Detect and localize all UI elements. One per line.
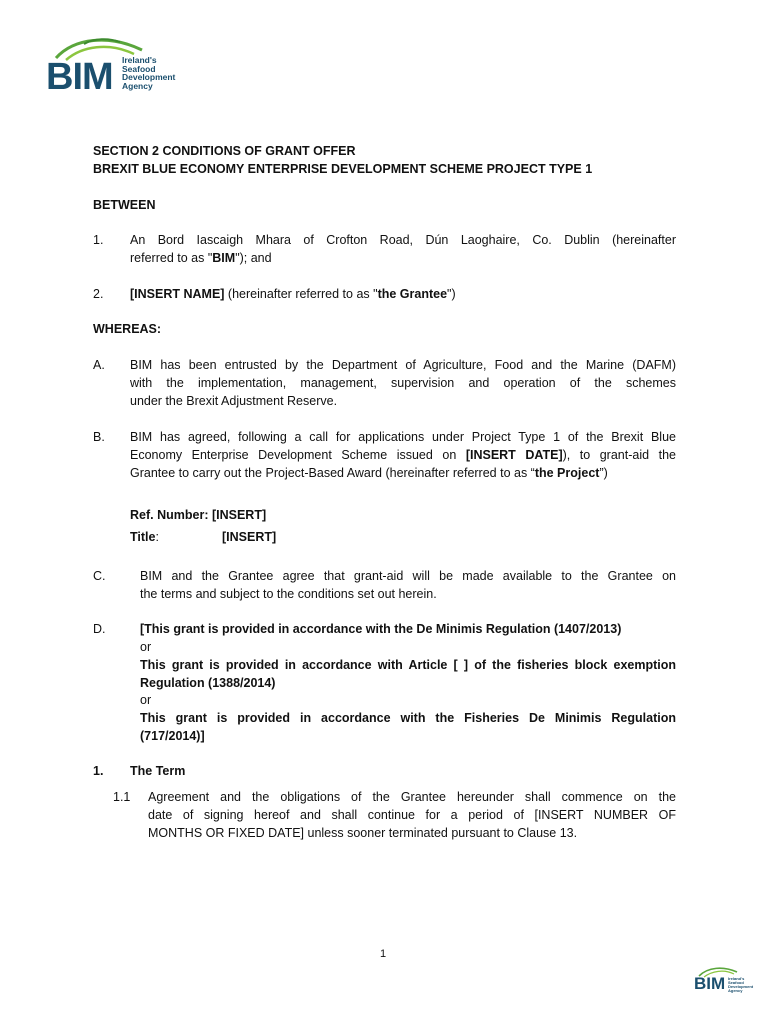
party-1-line-1: An Bord Iascaigh Mhara of Crofton Road, Dún Laoghaire, Co. Dublin (hereinafter — [130, 233, 676, 247]
clause-1-number: 1. — [93, 764, 104, 778]
clause-1-1-line-3: MONTHS OR FIXED DATE] unless sooner terminated pursuant to Clause 13. — [148, 826, 578, 840]
recital-d-line-2: This grant is provided in accordance with Article [ ] of the fisheries block exemption — [140, 658, 676, 672]
clause-1-1-line-1: Agreement and the obligations of the Grantee hereunder shall commence on the — [148, 790, 676, 804]
title-value: [INSERT] — [222, 530, 277, 544]
section-title: SECTION 2 CONDITIONS OF GRANT OFFER — [93, 144, 356, 158]
whereas-heading: WHEREAS: — [93, 322, 162, 336]
logo-wordmark: BIM — [46, 56, 113, 98]
recital-b-line-1: BIM has agreed, following a call for applications under Project Type 1 of the Brexit Blue — [130, 430, 676, 444]
footer-logo-tagline: Ireland's Seafood Development Agency — [728, 976, 754, 993]
recital-c-line-1: BIM and the Grantee agree that grant-aid will be made available to the Grantee on — [140, 569, 676, 583]
recital-a-line-2: with the implementation, management, supervision and operation of the schemes — [130, 376, 676, 390]
clause-1-heading: The Term — [130, 764, 186, 778]
clause-1-1-line-2: date of signing hereof and shall continue for a period of [INSERT NUMBER OF — [148, 808, 676, 822]
scheme-title: BREXIT BLUE ECONOMY ENTERPRISE DEVELOPMENT SCHEME PROJECT TYPE 1 — [93, 162, 593, 176]
recital-c-line-2: the terms and subject to the conditions set out herein. — [140, 587, 437, 601]
between-heading: BETWEEN — [93, 198, 156, 212]
party-1-number: 1. — [93, 233, 104, 247]
bim-logo — [44, 36, 184, 102]
clause-1-1-number: 1.1 — [113, 790, 131, 804]
recital-c-number: C. — [93, 569, 106, 583]
ref-number: Ref. Number: [INSERT] — [130, 508, 267, 522]
party-2-number: 2. — [93, 287, 104, 301]
logo-tagline: Ireland's Seafood Development Agency — [122, 55, 176, 91]
party-1-line-2: referred to as "BIM"); and — [130, 251, 272, 265]
footer-bim-logo — [692, 966, 752, 996]
recital-a-number: A. — [93, 358, 105, 372]
recital-d-line-1: [This grant is provided in accordance with the De Minimis Regulation (1407/2013) — [140, 622, 622, 636]
recital-d-or-1: or — [140, 640, 152, 654]
title-label: Title: — [130, 530, 159, 544]
page-number: 1 — [380, 948, 387, 960]
footer-logo-wordmark: BIM — [694, 974, 726, 993]
recital-d-line-3: Regulation (1388/2014) — [140, 676, 276, 690]
party-2-text: [INSERT NAME] (hereinafter referred to as "the Grantee") — [130, 287, 456, 301]
recital-b-line-3: Grantee to carry out the Project-Based Award (hereinafter referred to as “the Project”) — [130, 466, 608, 480]
recital-d-number: D. — [93, 622, 106, 636]
recital-b-line-2: Economy Enterprise Development Scheme issued on [INSERT DATE]), to grant-aid the — [130, 448, 676, 462]
recital-a-line-1: BIM has been entrusted by the Department of Agriculture, Food and the Marine (DAFM) — [130, 358, 676, 372]
recital-d-line-5: (717/2014)] — [140, 729, 205, 743]
recital-b-number: B. — [93, 430, 105, 444]
recital-a-line-3: under the Brexit Adjustment Reserve. — [130, 394, 338, 408]
recital-d-or-2: or — [140, 693, 152, 707]
recital-d-line-4: This grant is provided in accordance with the Fisheries De Minimis Regulation — [140, 711, 676, 725]
